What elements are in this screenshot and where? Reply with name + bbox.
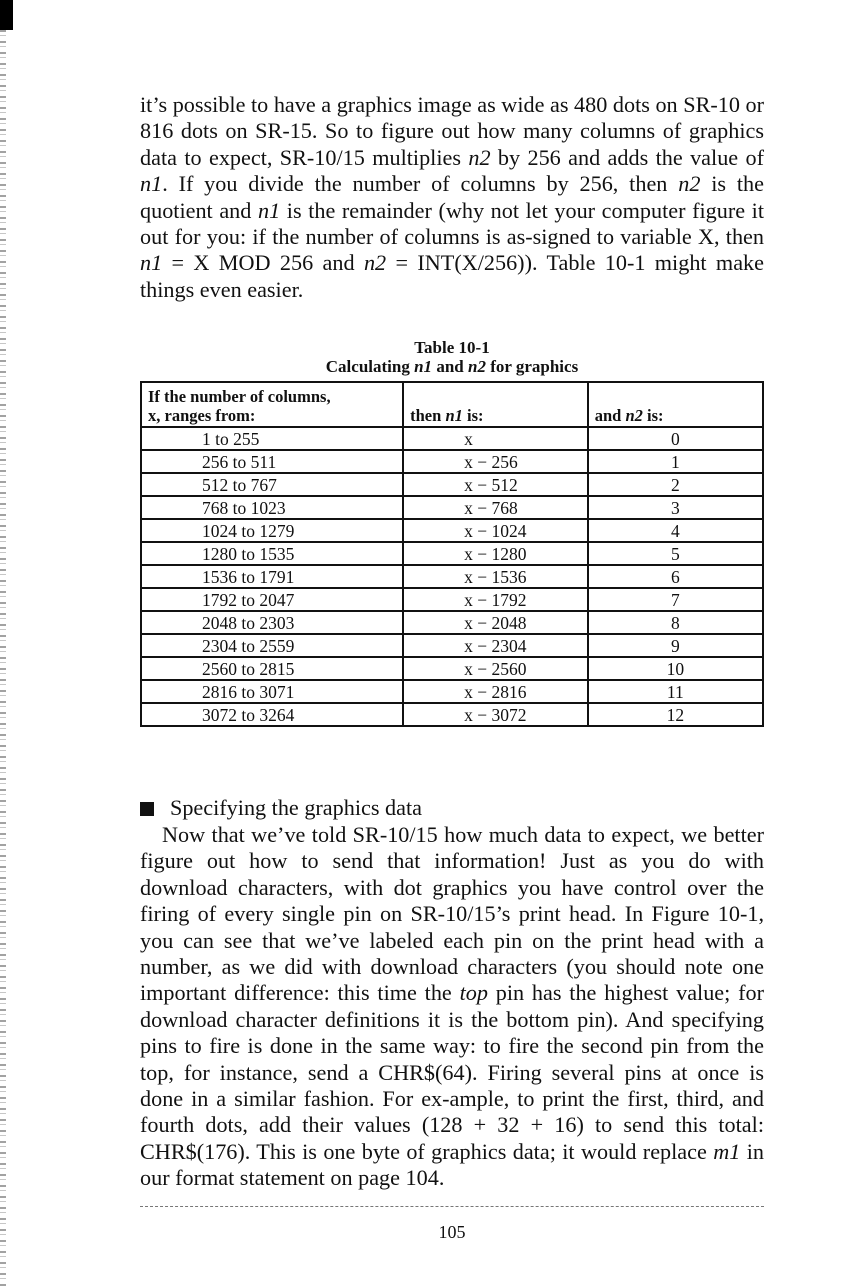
- var-n2: n2: [468, 144, 491, 170]
- emphasis-top: top: [459, 980, 488, 1006]
- section-heading-text: Specifying the graphics data: [170, 795, 422, 820]
- cell-n1: x − 3072: [403, 703, 588, 726]
- section-heading: [140, 795, 422, 821]
- cell-n2: 7: [588, 588, 763, 611]
- text-run: for graphics: [485, 357, 579, 376]
- table-row: [141, 565, 763, 588]
- cell-n1: x: [403, 427, 588, 450]
- table-header-row: [141, 382, 763, 427]
- text-run: If the number of columns,: [148, 387, 331, 406]
- square-bullet-icon: [140, 802, 154, 816]
- table-subtitle: [140, 357, 764, 377]
- text-run: x, ranges from:: [148, 406, 256, 425]
- cell-range: 512 to 767: [141, 473, 403, 496]
- cell-n2: 2: [588, 473, 763, 496]
- var-n1: n1: [140, 171, 163, 197]
- cell-n2: 1: [588, 450, 763, 473]
- cell-n2: 6: [588, 565, 763, 588]
- table-row: [141, 657, 763, 680]
- cell-n1: x − 1024: [403, 519, 588, 542]
- table-row: [141, 680, 763, 703]
- table-row: [141, 634, 763, 657]
- scan-edge-mark: [0, 0, 13, 30]
- cell-range: 1280 to 1535: [141, 542, 403, 565]
- var-n2: n2: [467, 357, 486, 376]
- text-run: Now that we’ve told SR-10/15 how much data to expect, we better figure out how to send that information! Just as you do with download characters, with dot graphics you have control over the firing of every single pin on SR-10/15’s print head. In Figure 10-1, you can see that we’ve labeled each pin on the print head with a number, as we did with download characters (you should note one important difference: this time the: [140, 822, 764, 1006]
- cell-range: 1 to 255: [141, 427, 403, 450]
- var-n1: n1: [445, 406, 463, 425]
- table-title: Table 10-1: [414, 338, 490, 357]
- text-run: and: [432, 357, 468, 376]
- table-row: [141, 427, 763, 450]
- table-row: [141, 588, 763, 611]
- var-m1: m1: [713, 1138, 741, 1164]
- header-n2: [588, 382, 763, 427]
- cell-n2: 11: [588, 680, 763, 703]
- cell-n2: 12: [588, 703, 763, 726]
- var-n1: n1: [257, 197, 281, 223]
- text-run: is the remainder (why not let your computer figure it out for you: if the number of columns is as-signed to variable X, then: [140, 197, 764, 250]
- cell-n2: 5: [588, 542, 763, 565]
- text-run: . If you divide the number of columns by 256, then: [162, 171, 679, 197]
- cell-n1: x − 256: [403, 450, 588, 473]
- cell-range: 1536 to 1791: [141, 565, 403, 588]
- text-run: and: [594, 406, 626, 425]
- cell-n2: 8: [588, 611, 763, 634]
- header-columns-range: [141, 382, 403, 427]
- var-n1: n1: [414, 357, 433, 376]
- cell-n1: x − 1792: [403, 588, 588, 611]
- text-run: it’s possible to have a graphics image as wide as 480 dots on SR-10 or 816 dots on SR-15. So to figure out how many columns of graphics data to expect, SR-10/15 multiplies: [140, 92, 764, 170]
- intro-paragraph: [140, 92, 764, 303]
- table-row: [141, 496, 763, 519]
- table-row: [141, 542, 763, 565]
- var-n2: n2: [625, 406, 643, 425]
- cell-n1: x − 2304: [403, 634, 588, 657]
- text-run: = X MOD 256 and: [162, 250, 364, 276]
- text-run: pin has the highest value; for download character definitions it is the bottom pin). And specifying pins to fire is done in the same way: to fire the second pin from the top, for instance, send a CHR$(64). Firing several pins at once is done in a similar fashion. For ex-ample, to print the first, third, and fourth dots, add their values (128 + 32 + 16) to send this total: CHR$(176). This is one byte of graphics data; it would replace: [140, 980, 764, 1164]
- cell-n1: x − 2048: [403, 611, 588, 634]
- cell-range: 2560 to 2815: [141, 657, 403, 680]
- cell-n2: 0: [588, 427, 763, 450]
- cell-range: 2048 to 2303: [141, 611, 403, 634]
- cell-n1: x − 1280: [403, 542, 588, 565]
- cell-range: 768 to 1023: [141, 496, 403, 519]
- cell-n2: 10: [588, 657, 763, 680]
- text-run: by 256 and adds the value of: [490, 144, 764, 170]
- text-run: Calculating: [325, 357, 415, 376]
- cell-n1: x − 2816: [403, 680, 588, 703]
- cell-n1: x − 768: [403, 496, 588, 519]
- n1-n2-table: [140, 381, 764, 727]
- scan-edge-speckle: [0, 30, 6, 1286]
- section-paragraph: [140, 822, 764, 1192]
- table-row: [141, 450, 763, 473]
- header-n1: [403, 382, 588, 427]
- table-row: [141, 519, 763, 542]
- text-run: then: [410, 406, 446, 425]
- cell-n1: x − 2560: [403, 657, 588, 680]
- text-run: in our format statement on page 104.: [140, 1138, 765, 1191]
- section-body: [140, 822, 764, 1192]
- cell-range: 1024 to 1279: [141, 519, 403, 542]
- intro-block: [140, 92, 764, 303]
- text-run: is the quotient and: [140, 171, 764, 223]
- cell-range: 3072 to 3264: [141, 703, 403, 726]
- var-n1: n1: [140, 250, 163, 276]
- text-run: = INT(X/256)). Table 10-1 might make things even easier.: [140, 250, 764, 302]
- var-n2: n2: [363, 250, 387, 276]
- cell-n2: 9: [588, 634, 763, 657]
- table-row: [141, 611, 763, 634]
- text-run: is:: [642, 406, 664, 425]
- cell-n1: x − 1536: [403, 565, 588, 588]
- table-row: [141, 703, 763, 726]
- cell-range: 1792 to 2047: [141, 588, 403, 611]
- cell-n2: 3: [588, 496, 763, 519]
- footer-divider: [140, 1206, 764, 1207]
- var-n2: n2: [678, 171, 701, 197]
- text-run: is:: [462, 406, 484, 425]
- cell-range: 2304 to 2559: [141, 634, 403, 657]
- table-row: [141, 473, 763, 496]
- cell-n1: x − 512: [403, 473, 588, 496]
- page-number: 105: [438, 1222, 466, 1242]
- cell-range: 2816 to 3071: [141, 680, 403, 703]
- cell-range: 256 to 511: [141, 450, 403, 473]
- cell-n2: 4: [588, 519, 763, 542]
